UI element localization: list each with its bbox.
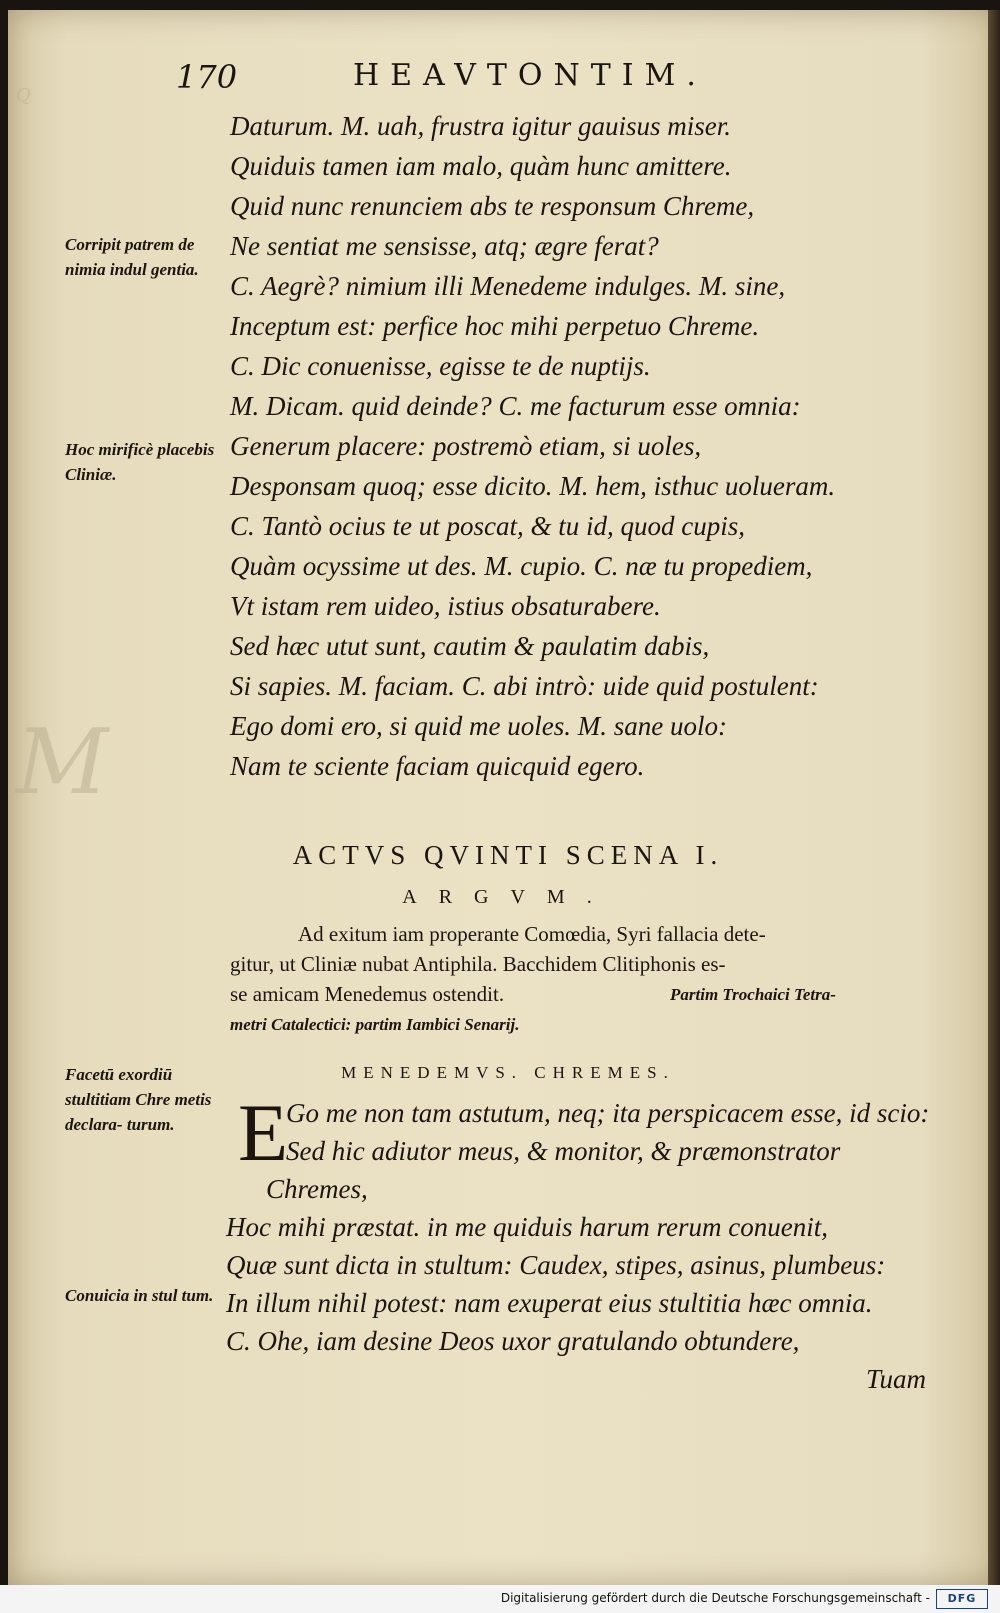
meter-note: Partim Trochaici Tetra-: [670, 985, 836, 1004]
verse-line: C. Ohe, iam desine Deos uxor gratulando obtundere,: [226, 1326, 800, 1356]
book-page: [8, 10, 1000, 1585]
verse-line: C. Dic conuenisse, egisse te de nuptijs.: [230, 351, 651, 381]
speaker-list: MENEDEMVS. CHREMES.: [341, 1063, 675, 1082]
page-number: 170: [176, 58, 238, 96]
verse-line: C. Aegrè? nimium illi Menedeme indulges. M. sine,: [230, 271, 786, 301]
running-head: HEAVTONTIM.: [353, 58, 707, 93]
bleed-through-mark: M: [16, 710, 109, 815]
catchword: Tuam: [866, 1364, 927, 1394]
marginal-note: Facetū exordiū stultitiam Chre metis declara- turum.: [65, 1065, 212, 1134]
drop-cap: E: [238, 1087, 289, 1178]
marginal-note: Conuicia in stul tum.: [65, 1286, 214, 1305]
meter-note-continued: metri Catalectici: partim Iambici Senarij.: [230, 1015, 520, 1034]
bleed-through-mark: Q: [16, 85, 31, 106]
footer-bar: [0, 1585, 1000, 1613]
verse-line: In illum nihil potest: nam exuperat eius stultitia hæc omnia.: [226, 1288, 873, 1318]
verse-line: Go me non tam astutum, neq; ita perspicacem esse, id scio:: [286, 1098, 930, 1128]
verse-line: Quàm ocyssime ut des. M. cupio. C. næ tu propediem,: [230, 551, 813, 581]
verse-line: Si sapies. M. faciam. C. abi intrò: uide quid postulent:: [230, 671, 819, 701]
verse-line: Inceptum est: perfice hoc mihi perpetuo Chreme.: [230, 311, 760, 341]
verse-line: Quæ sunt dicta in stultum: Caudex, stipes, asinus, plumbeus:: [226, 1250, 886, 1280]
verse-line: Chremes,: [266, 1174, 368, 1204]
verse-line: Sed hæc utut sunt, cautim & paulatim dabis,: [230, 631, 710, 661]
verse-line: Ne sentiat me sensisse, atq; ægre ferat?: [230, 231, 659, 261]
verse-line: Daturum. M. uah, frustra igitur gauisus miser.: [230, 111, 732, 141]
argument-label: ARGVM.: [402, 886, 614, 908]
verse-line: Vt istam rem uideo, istius obsaturabere.: [230, 591, 661, 621]
marginal-note: Hoc mirificè placebis Cliniæ.: [65, 440, 215, 484]
book-spine: [988, 10, 1000, 1585]
dfg-logo[interactable]: DFG: [936, 1589, 988, 1609]
verse-line: Sed hic adiutor meus, & monitor, & præmonstrator: [286, 1136, 841, 1166]
argument-line: Ad exitum iam properante Comœdia, Syri fallacia dete-: [298, 922, 766, 946]
footer-credit: Digitalisierung gefördert durch die Deutsche Forschungsgemeinschaft -: [500, 1591, 930, 1605]
verse-line: Ego domi ero, si quid me uoles. M. sane uolo:: [230, 711, 727, 741]
scene-title: ACTVS QVINTI SCENA I.: [292, 840, 724, 870]
running-header: [8, 58, 1000, 98]
verse-line: Nam te sciente faciam quicquid egero.: [230, 751, 645, 781]
verse-line: Hoc mihi præstat. in me quiduis harum rerum conuenit,: [226, 1212, 828, 1242]
marginal-note: Corripit patrem de nimia indul gentia.: [65, 235, 199, 279]
verse-line: M. Dicam. quid deinde? C. me facturum esse omnia:: [230, 391, 801, 421]
verse-line: Desponsam quoq; esse dicito. M. hem, isthuc uolueram.: [230, 471, 836, 501]
argument-line: [230, 984, 935, 1005]
verse-line: Quiduis tamen iam malo, quàm hunc amittere.: [230, 151, 732, 181]
verse-line: C. Tantò ocius te ut poscat, & tu id, quod cupis,: [230, 511, 746, 541]
argument-line: [230, 1013, 935, 1034]
argument-line-text: se amicam Menedemus ostendit.: [230, 982, 505, 1006]
verse-line: Generum placere: postremò etiam, si uoles,: [230, 431, 702, 461]
verse-line: Quid nunc renunciem abs te responsum Chreme,: [230, 191, 755, 221]
argument-line: gitur, ut Cliniæ nubat Antiphila. Bacchidem Clitiphonis es-: [230, 952, 726, 976]
